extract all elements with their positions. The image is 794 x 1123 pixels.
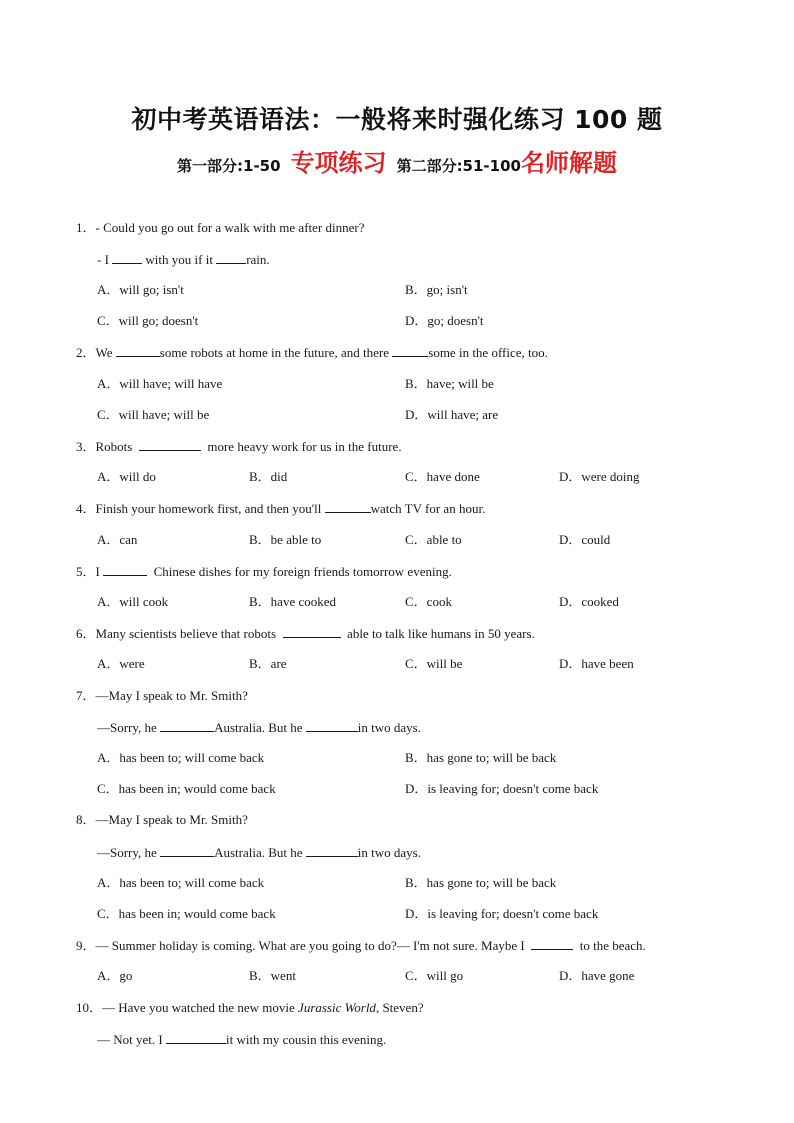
option-c: C．will go xyxy=(405,968,464,983)
part1-emphasis: 专项练习 xyxy=(290,149,387,177)
option-b: B．have; will be xyxy=(405,376,494,391)
option-b: B．has gone to; will be back xyxy=(405,750,557,765)
answer-blank xyxy=(166,1031,226,1044)
question-2-line-1: 2．We some robots at home in the future, and there some in the office, too. xyxy=(76,345,548,360)
option-c: C．has been in; would come back xyxy=(97,781,276,796)
option-d: D．could xyxy=(559,532,611,547)
option-d: D．were doing xyxy=(559,469,640,484)
answer-blank xyxy=(216,251,246,264)
answer-blank xyxy=(325,500,371,513)
option-d: D．have gone xyxy=(559,968,635,983)
option-a: A．will go; isn't xyxy=(97,282,184,297)
question-number: 1． xyxy=(76,220,96,235)
part1-label: 第一部分:1-50 xyxy=(177,157,281,175)
option-b: B．did xyxy=(249,469,288,484)
option-b: B．are xyxy=(249,656,287,671)
question-7-line-1: 7．—May I speak to Mr. Smith? xyxy=(76,688,248,703)
option-b: B．be able to xyxy=(249,532,322,547)
answer-blank xyxy=(306,844,358,857)
option-a: A．will do xyxy=(97,469,156,484)
option-d: D．cooked xyxy=(559,594,619,609)
question-number: 10． xyxy=(76,1000,103,1015)
question-10-line-1: 10．— Have you watched the new movie Jurassic World, Steven? xyxy=(76,1000,424,1015)
option-b: B．have cooked xyxy=(249,594,337,609)
option-b: B．go; isn't xyxy=(405,282,468,297)
question-1-line-2: - I with you if it rain. xyxy=(97,252,270,267)
option-c: C．able to xyxy=(405,532,462,547)
question-number: 5． xyxy=(76,564,96,579)
option-c: C．will have; will be xyxy=(97,407,210,422)
option-c: C．has been in; would come back xyxy=(97,906,276,921)
option-a: A．were xyxy=(97,656,145,671)
question-4-line-1: 4．Finish your homework first, and then you'll watch TV for an hour. xyxy=(76,501,486,516)
question-5-line-1: 5．I Chinese dishes for my foreign friends tomorrow evening. xyxy=(76,564,452,579)
answer-blank xyxy=(392,344,428,357)
question-8-line-1: 8．—May I speak to Mr. Smith? xyxy=(76,812,248,827)
question-1-line-1: 1．- Could you go out for a walk with me after dinner? xyxy=(76,220,365,235)
option-a: A．has been to; will come back xyxy=(97,750,265,765)
option-c: C．will go; doesn't xyxy=(97,313,199,328)
question-number: 6． xyxy=(76,626,96,641)
option-c: C．will be xyxy=(405,656,463,671)
part2-label: 第二部分:51-100 xyxy=(396,157,521,175)
option-d: D．is leaving for; doesn't come back xyxy=(405,781,599,796)
answer-blank xyxy=(103,563,147,576)
question-number: 9． xyxy=(76,938,96,953)
question-8-line-2: —Sorry, he Australia. But he in two days. xyxy=(97,845,421,860)
answer-blank xyxy=(283,625,341,638)
question-6-line-1: 6．Many scientists believe that robots able to talk like humans in 50 years. xyxy=(76,626,535,641)
question-7-line-2: —Sorry, he Australia. But he in two days. xyxy=(97,720,421,735)
option-a: A．go xyxy=(97,968,133,983)
question-number: 3． xyxy=(76,439,96,454)
answer-blank xyxy=(160,844,214,857)
option-d: D．go; doesn't xyxy=(405,313,484,328)
answer-blank xyxy=(116,344,160,357)
part2-emphasis: 名师解题 xyxy=(520,149,617,177)
option-c: C．have done xyxy=(405,469,480,484)
option-d: D．will have; are xyxy=(405,407,499,422)
question-number: 4． xyxy=(76,501,96,516)
answer-blank xyxy=(531,937,573,950)
question-number: 8． xyxy=(76,812,96,827)
option-d: D．is leaving for; doesn't come back xyxy=(405,906,599,921)
question-3-line-1: 3．Robots more heavy work for us in the future. xyxy=(76,439,402,454)
question-9-line-1: 9．— Summer holiday is coming. What are you going to do?— I'm not sure. Maybe I to the beach. xyxy=(76,938,646,953)
option-a: A．has been to; will come back xyxy=(97,875,265,890)
option-a: A．will have; will have xyxy=(97,376,223,391)
option-b: B．has gone to; will be back xyxy=(405,875,557,890)
answer-blank xyxy=(306,719,358,732)
question-number: 2． xyxy=(76,345,96,360)
answer-blank xyxy=(112,251,142,264)
question-10-line-2: — Not yet. I it with my cousin this evening. xyxy=(97,1032,387,1047)
option-a: A．will cook xyxy=(97,594,169,609)
page-title: 初中考英语语法：一般将来时强化练习 100 题 xyxy=(131,105,663,134)
option-c: C．cook xyxy=(405,594,452,609)
answer-blank xyxy=(139,438,201,451)
option-a: A．can xyxy=(97,532,138,547)
movie-title: Jurassic World xyxy=(298,1000,376,1015)
option-b: B．went xyxy=(249,968,296,983)
question-number: 7． xyxy=(76,688,96,703)
subtitle xyxy=(0,143,794,178)
answer-blank xyxy=(160,719,214,732)
option-d: D．have been xyxy=(559,656,634,671)
